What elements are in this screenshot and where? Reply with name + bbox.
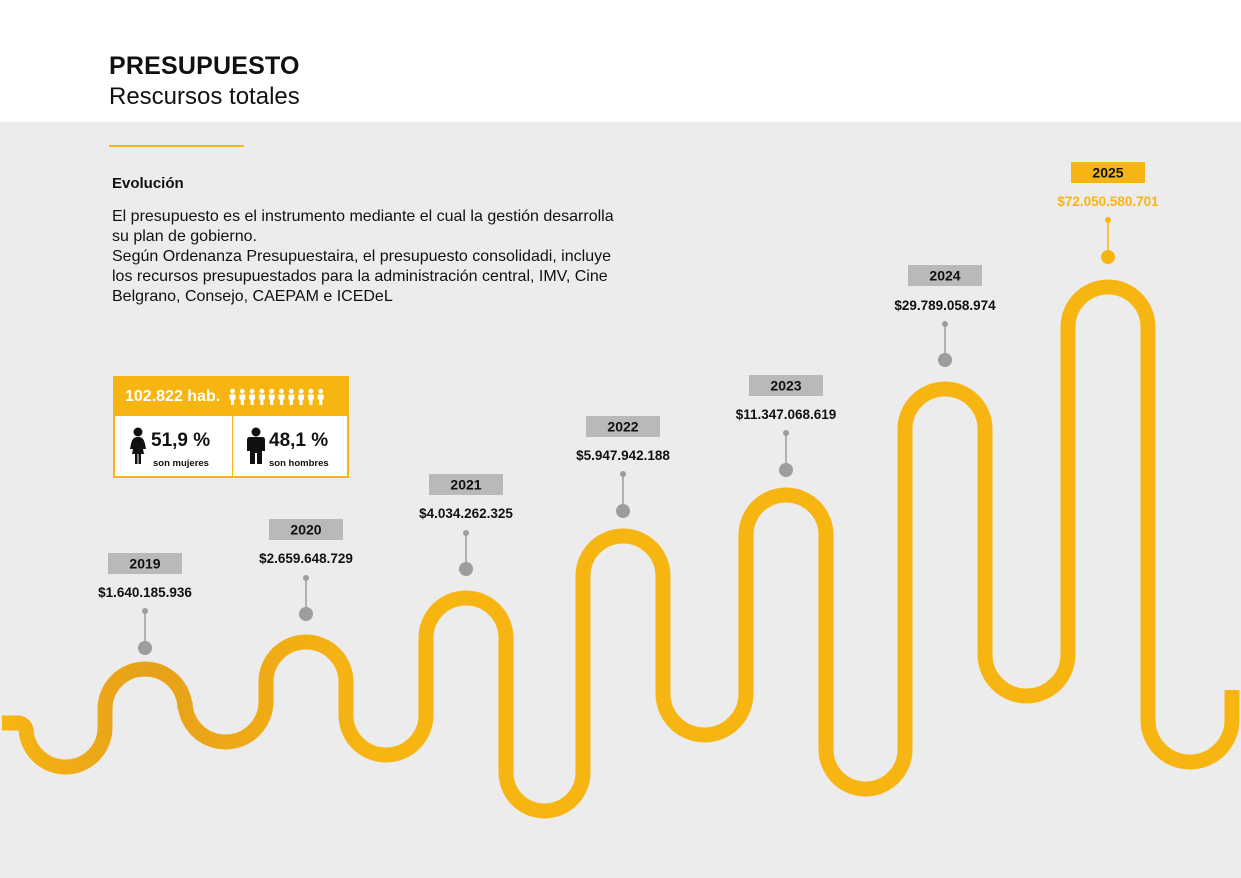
year-label: 2021 (450, 476, 482, 493)
men-percent: 48,1 % (269, 430, 329, 451)
value-label: $2.659.648.729 (259, 551, 353, 566)
intro-paragraph: Según Ordenanza Presupuestaira, el presupuesto consolidadi, incluye los recursos presupuestados para la administración central, IMV, Cine Belgrano, Consejo, CAEPAM e ICEDeL (112, 248, 611, 305)
section-heading: Evolución (112, 175, 184, 192)
chart-marks (98, 162, 1159, 655)
men-label: son hombres (269, 458, 329, 469)
value-label: $11.347.068.619 (735, 407, 837, 422)
value-label: $29.789.058.974 (894, 298, 996, 313)
marker-point (1101, 250, 1115, 264)
year-label: 2019 (129, 555, 161, 572)
year-label: 2025 (1092, 164, 1124, 181)
marker-point (299, 607, 313, 621)
year-label: 2020 (290, 521, 322, 538)
value-label: $4.034.262.325 (419, 506, 513, 521)
year-label: 2024 (929, 267, 961, 284)
page-subtitle: Rescursos totales (109, 83, 300, 110)
women-label: son mujeres (153, 458, 209, 469)
marker-point (459, 562, 473, 576)
marker-point (938, 353, 952, 367)
marker-point (616, 504, 630, 518)
year-label: 2023 (770, 377, 802, 394)
women-percent: 51,9 % (151, 430, 211, 451)
timeline-road (2, 287, 1232, 811)
marker-point (779, 463, 793, 477)
page-title: PRESUPUESTO (109, 52, 300, 80)
population-total: 102.822 hab. (125, 388, 221, 405)
marker-point (138, 641, 152, 655)
intro-paragraph: El presupuesto es el instrumento mediante el cual la gestión desarrolla su plan de gobierno. (112, 208, 614, 245)
year-label: 2022 (607, 418, 639, 435)
value-label: $5.947.942.188 (576, 448, 670, 463)
value-label: $1.640.185.936 (98, 585, 192, 600)
value-label: $72.050.580.701 (1057, 194, 1159, 209)
